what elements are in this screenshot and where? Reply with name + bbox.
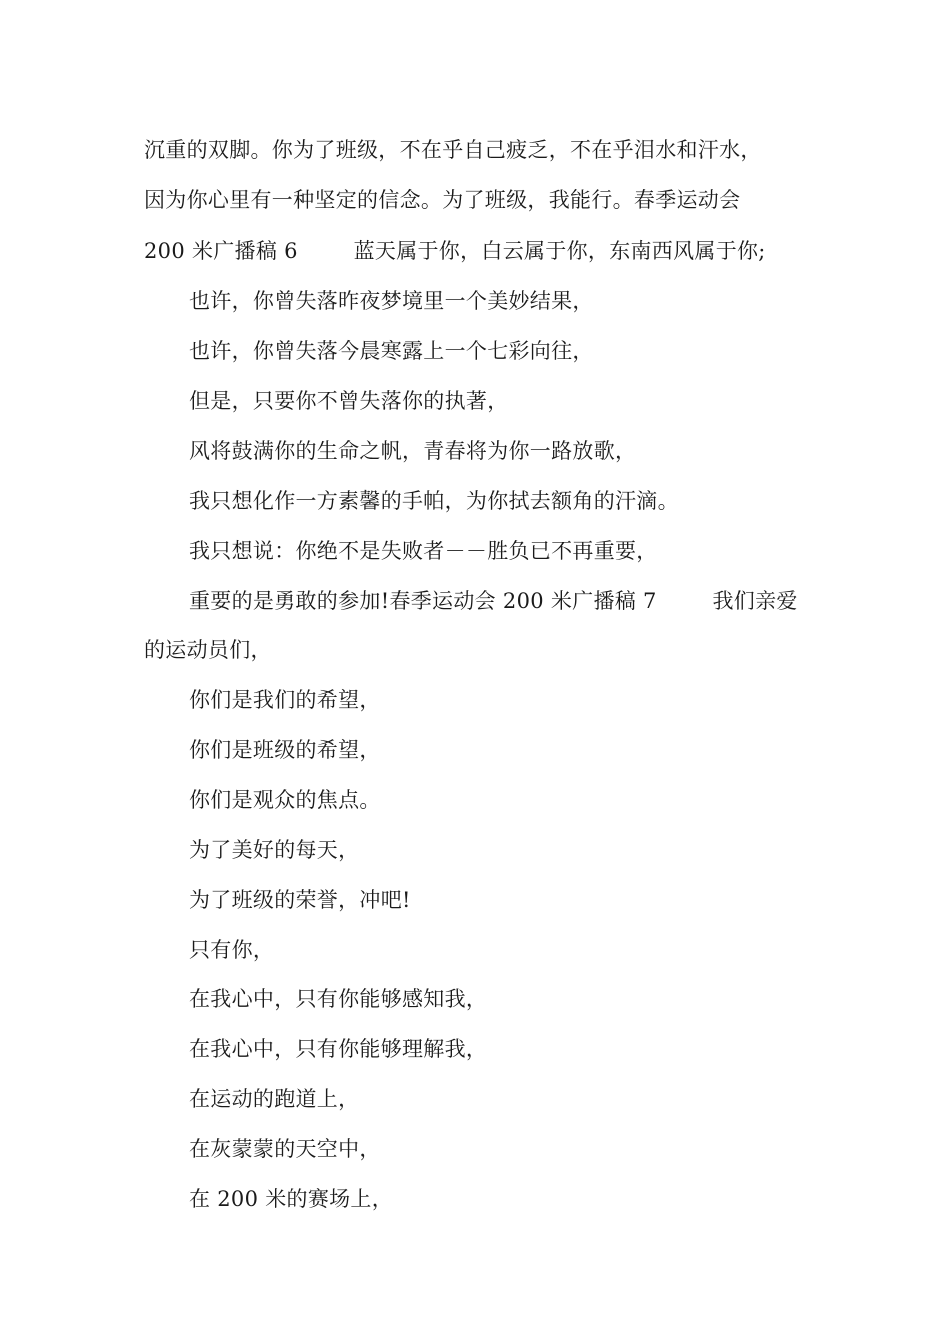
text-line: 200 米广播稿 6 蓝天属于你，白云属于你，东南西风属于你;: [144, 239, 766, 263]
text-line: 你们是我们的希望，: [189, 688, 381, 712]
text-line: 也许，你曾失落今晨寒露上一个七彩向往，: [189, 339, 594, 363]
text-line: 在我心中，只有你能够理解我，: [189, 1037, 488, 1061]
text-line: 你们是班级的希望，: [189, 738, 381, 762]
text-line: 也许，你曾失落昨夜梦境里一个美妙结果，: [189, 289, 594, 313]
text-line: 因为你心里有一种坚定的信念。为了班级，我能行。春季运动会: [144, 188, 741, 212]
text-line: 风将鼓满你的生命之帆，青春将为你一路放歌，: [189, 439, 637, 463]
text-line: 在灰蒙蒙的天空中，: [189, 1137, 381, 1161]
text-line: 你们是观众的焦点。: [189, 788, 381, 812]
text-line: 为了美好的每天，: [189, 838, 360, 862]
text-line: 我只想化作一方素馨的手帕，为你拭去额角的汗滴。: [189, 489, 679, 513]
text-line: 的运动员们，: [144, 638, 272, 662]
text-line: 在运动的跑道上，: [189, 1087, 360, 1111]
text-line: 沉重的双脚。你为了班级，不在乎自己疲乏，不在乎泪水和汗水，: [144, 138, 762, 162]
text-line: 重要的是勇敢的参加!春季运动会 200 米广播稿 7 我们亲爱: [189, 589, 798, 613]
text-line: 在 200 米的赛场上，: [189, 1187, 394, 1211]
text-line: 只有你，: [189, 938, 275, 962]
text-line: 我只想说：你绝不是失败者－－胜负已不再重要，: [189, 539, 658, 563]
text-line: 在我心中，只有你能够感知我，: [189, 987, 488, 1011]
text-line: 为了班级的荣誉，冲吧!: [189, 888, 411, 912]
text-line: 但是，只要你不曾失落你的执著，: [189, 389, 509, 413]
